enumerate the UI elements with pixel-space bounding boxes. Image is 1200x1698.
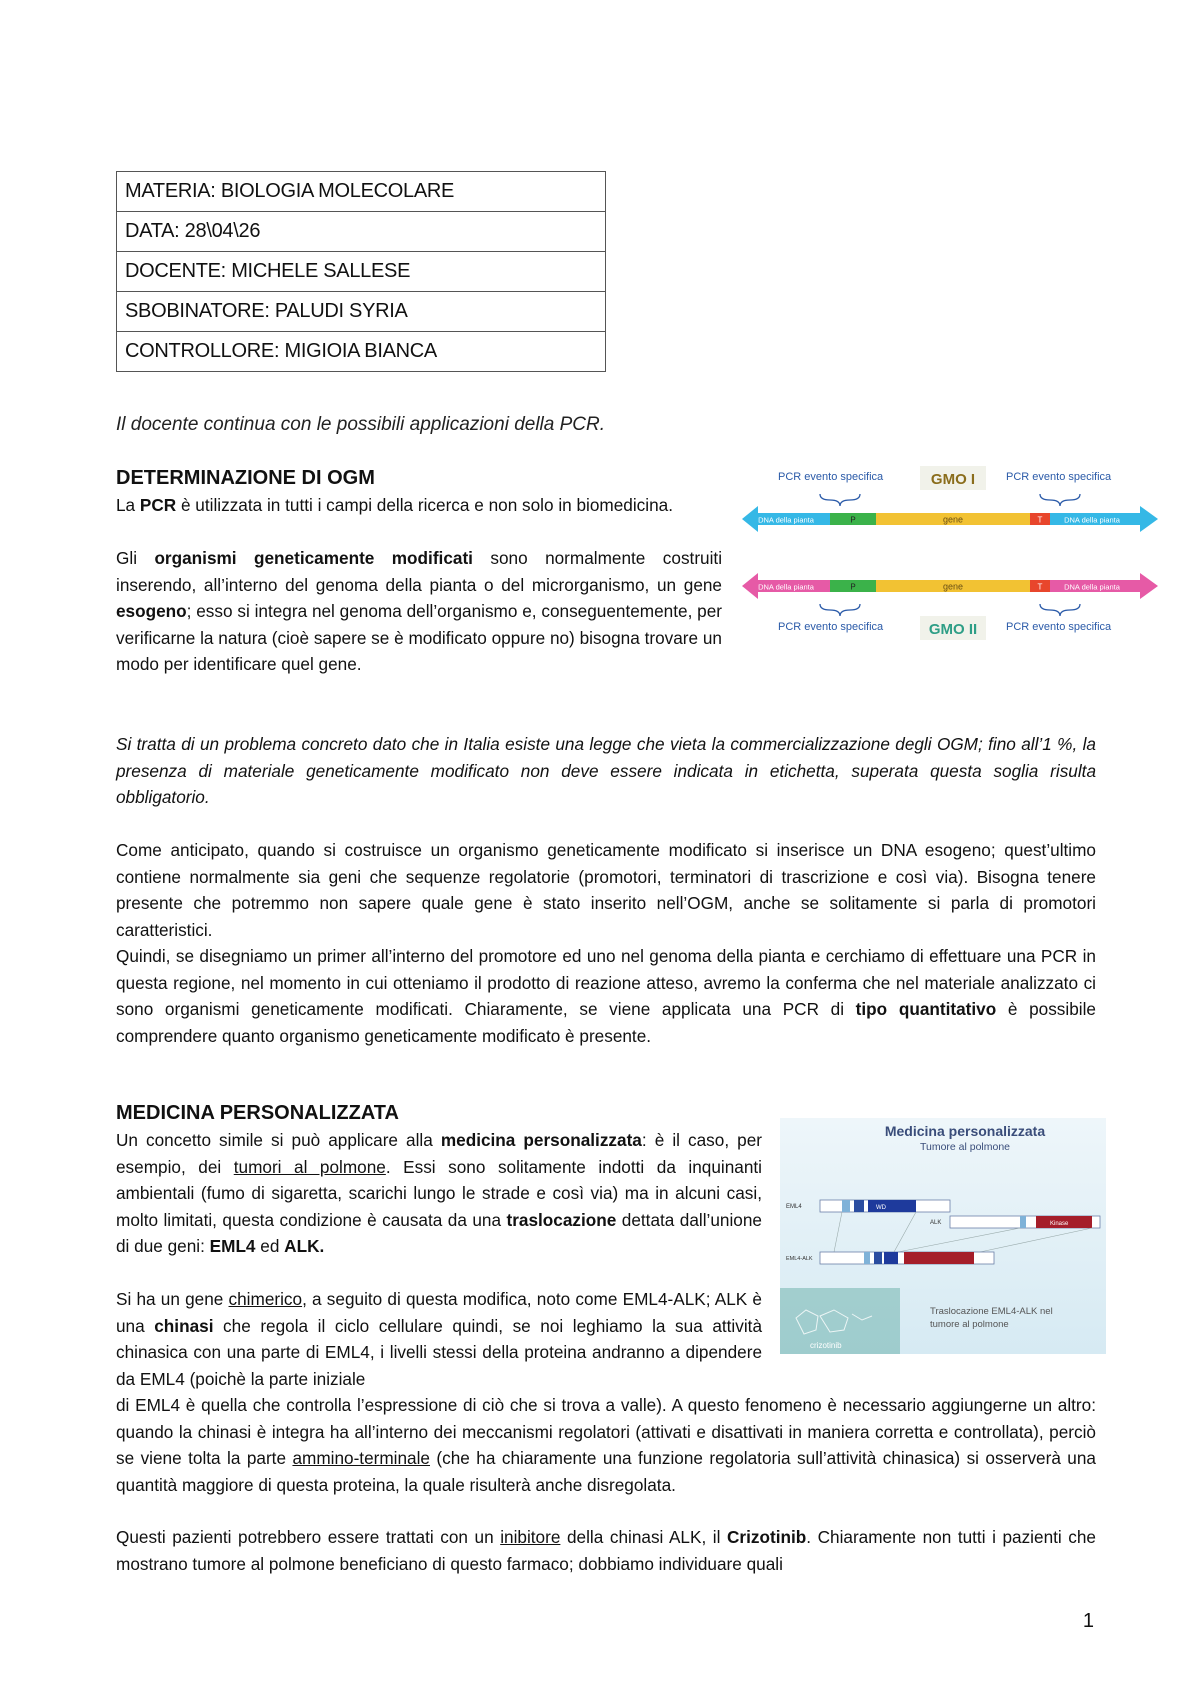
paragraph-law-note: Si tratta di un problema concreto dato che in Italia esiste una legge che vieta la commercializzazione degli OGM; fino all’1 %, la presenza di materiale geneticamente modificato non deve essere indicata in etichetta, superata questa soglia risulta obbligatorio. — [116, 734, 1096, 807]
gmo2-dna-right-label: DNA della pianta — [1064, 582, 1120, 592]
paragraph-chimeric-gene: Si ha un gene chimerico, a seguito di questa modifica, noto come EML4-ALK; ALK è una chinasi che regola il ciclo cellulare quindi, se noi leghiamo la sua attività chinasica con una parte di EML4, i livelli stessi della proteina andranno a dipendere da EML4 (poichè la parte iniziale — [116, 1289, 763, 1389]
teacher-cell: DOCENTE: MICHELE SALLESE — [117, 252, 606, 292]
intro-text: Il docente continua con le possibili applicazioni della PCR. — [116, 414, 606, 435]
gmo2-label: GMO II — [928, 621, 978, 638]
eml4-label: EML4 — [786, 1204, 802, 1210]
eml4-wd-label: WD — [876, 1205, 886, 1211]
pcr-label-top-left: PCR evento specifica — [778, 471, 884, 483]
subject-cell: MATERIA: BIOLOGIA MOLECOLARE — [117, 172, 606, 212]
paragraph-lung-tumor: Un concetto simile si può applicare alla medicina personalizzata: è il caso, per esempio, dei tumori al polmone. Essi sono solitamente indotti da inquinanti ambientali (fumo di sigaretta, scarichi lungo le strade e così via) ma in alcuni casi, molto limitati, questa condizione è causata da una traslocazione dettata dall’unione di due geni: EML4 ed ALK. — [116, 1130, 762, 1256]
gmo1-label: GMO I — [930, 471, 976, 488]
fusion-segment-1 — [864, 1252, 870, 1264]
drug-label: crizotinib — [810, 1341, 842, 1350]
transcriber-cell: SBOBINATORE: PALUDI SYRIA — [117, 292, 606, 332]
gmo1-t-label: T — [1037, 515, 1043, 525]
paragraph-regulation: di EML4 è quella che controlla l’espressione di ciò che si trova a valle). A questo fenomeno è necessario aggiungerne un altro: quando la chinasi è integra ha all’interno dei meccanismi regolatori (attivati e disattivati in maniera corretta e controllata), perciò se viene tolta la parte ammino-terminale (che ha chiaramente una funzione regolatoria sull’attività chinasica) si osserverà una quantità maggiore di questa proteina, la quale risulterà anche disregolata. — [116, 1395, 1096, 1495]
pcr-label-bottom-left: PCR evento specifica — [778, 621, 884, 633]
section-title-ogm: DETERMINAZIONE DI OGM — [116, 467, 375, 489]
figure-med-caption-line2: tumore al polmone — [930, 1319, 1009, 1330]
paragraph-crizotinib: Questi pazienti potrebbero essere trattati con un inibitore della chinasi ALK, il Crizotinib. Chiaramente non tutti i pazienti che mostrano tumore al polmone beneficiano di questo farmaco; dobbiamo individuare quali — [116, 1527, 1096, 1574]
section-title-medicina: MEDICINA PERSONALIZZATA — [116, 1102, 399, 1124]
gmo1-gene-label: gene — [942, 514, 964, 525]
personalized-medicine-figure — [780, 1118, 1106, 1354]
brace-top-left — [820, 494, 860, 506]
brace-bottom-right — [1040, 604, 1080, 616]
paragraph-primer: Quindi, se disegniamo un primer all’interno del promotore ed uno nel genoma della pianta e cerchiamo di effettuare una PCR in questa regione, nel momento in cui otteniamo il prodotto di reazione atteso, avremo la conferma che nel materiale analizzato ci sono organismi geneticamente modificati. Chiaramente, se viene applicata una PCR di tipo quantitativo è possibile comprendere quanto organismo geneticamente modificato è presente. — [116, 946, 1096, 1046]
fusion-label: EML4-ALK — [786, 1256, 813, 1262]
gmo-pcr-figure — [740, 464, 1160, 644]
date-cell: DATA: 28\04\26 — [117, 212, 606, 252]
gmo2-dna-left-label: DNA della pianta — [758, 582, 814, 592]
fusion-kinase — [904, 1252, 974, 1264]
gmo1-dna-right-label: DNA della pianta — [1064, 515, 1120, 525]
alk-label: ALK — [930, 1220, 942, 1226]
fusion-segment-2 — [874, 1252, 882, 1264]
alk-kinase-label: Kinase — [1050, 1221, 1069, 1227]
gmo1-p-label: P — [850, 515, 856, 525]
fusion-segment-3 — [884, 1252, 898, 1264]
brace-top-right — [1040, 494, 1080, 506]
gmo1-dna-left-label: DNA della pianta — [758, 515, 814, 525]
gmo2-p-label: P — [850, 582, 856, 592]
gmo2-t-label: T — [1037, 582, 1043, 592]
gmo2-gene-label: gene — [942, 581, 964, 592]
paragraph-exogenous-dna: Come anticipato, quando si costruisce un organismo geneticamente modificato si inserisce un DNA esogeno; quest’ultimo contiene normalmente sia geni che sequenze regolatorie (promotori, terminatori di trascrizione e così via). Bisogna tenere presente che potremmo non sapere quale gene è stato inserito nell’OGM, anche se solitamente si parla di promotori caratteristici. — [116, 840, 1096, 940]
eml4-segment-2 — [854, 1200, 864, 1212]
brace-bottom-left — [820, 604, 860, 616]
reviewer-cell: CONTROLLORE: MIGIOIA BIANCA — [117, 332, 606, 372]
pcr-label-top-right: PCR evento specifica — [1006, 471, 1112, 483]
figure-med-caption-line1: Traslocazione EML4-ALK nel — [930, 1306, 1053, 1317]
figure-med-title: Medicina personalizzata — [884, 1123, 1046, 1139]
header-info-table — [116, 171, 606, 372]
page-number: 1 — [1082, 1610, 1094, 1632]
pcr-label-bottom-right: PCR evento specifica — [1006, 621, 1112, 633]
alk-segment — [1020, 1216, 1026, 1228]
paragraph-pcr: La PCR è utilizzata in tutti i campi della ricerca e non solo in biomedicina. — [116, 495, 673, 515]
paragraph-gmo-definition: Gli organismi geneticamente modificati sono normalmente costruiti inserendo, all’interno del genoma della pianta o del microrganismo, un gene esogeno; esso si integra nel genoma dell’organismo e, conseguentemente, per verificarne la natura (cioè sapere se è modificato oppure no) bisogna trovare un modo per identificare quel gene. — [116, 548, 723, 674]
eml4-segment-1 — [842, 1200, 850, 1212]
figure-med-subtitle: Tumore al polmone — [919, 1141, 1011, 1153]
